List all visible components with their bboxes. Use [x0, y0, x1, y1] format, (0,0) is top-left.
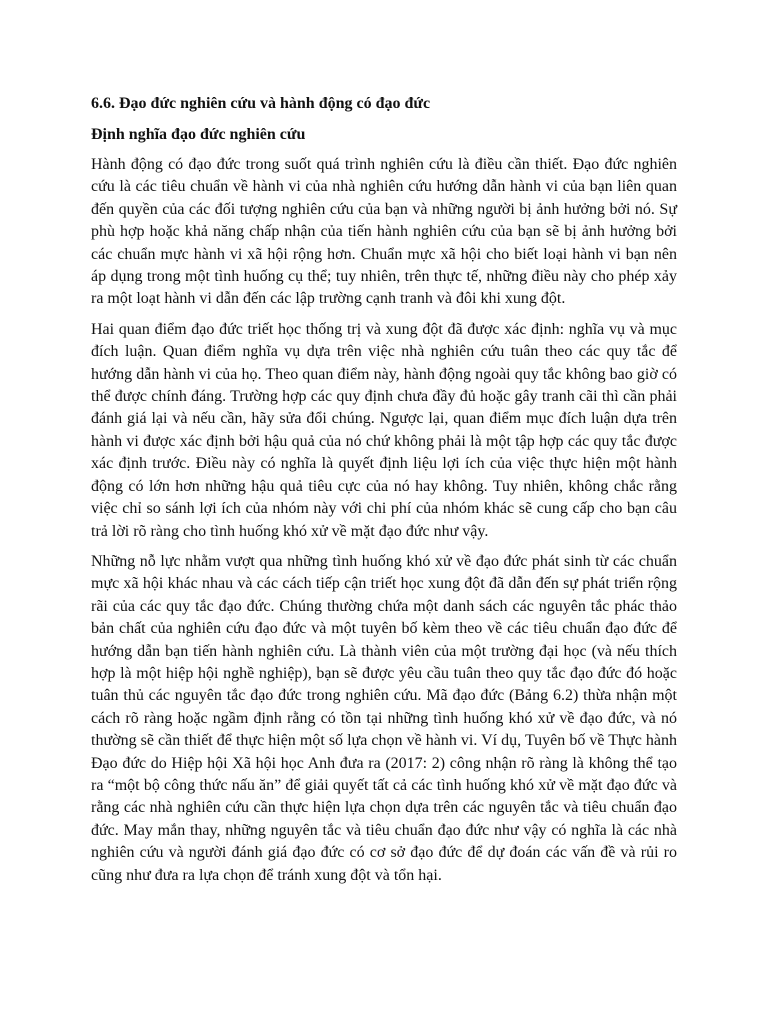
- paragraph-2: Hai quan điểm đạo đức triết học thống trị và xung đột đã được xác định: nghĩa vụ và mục đích luận. Quan điểm nghĩa vụ dựa trên việc nhà nghiên cứu tuân theo các quy tắc để hướng dẫn hành vi của họ. Theo quan điểm này, hành động ngoài quy tắc không bao giờ có thể được chính đáng. Trường hợp các quy định chưa đầy đủ hoặc gây tranh cãi thì cần phải đánh giá lại và nếu cần, hãy sửa đổi chúng. Ngược lại, quan điểm mục đích luận dựa trên hành vi được xác định bởi hậu quả của nó chứ không phải là một tập hợp các quy tắc được xác định trước. Điều này có nghĩa là quyết định liệu lợi ích của việc thực hiện một hành động có lớn hơn những hậu quả tiêu cực của nó hay không. Tuy nhiên, không chắc rằng việc chỉ so sánh lợi ích của nhóm này với chi phí của nhóm khác sẽ cung cấp cho bạn câu trả lời rõ ràng cho tình huống khó xử về mặt đạo đức như vậy.: [91, 320, 677, 540]
- paragraph-1: Hành động có đạo đức trong suốt quá trình nghiên cứu là điều cần thiết. Đạo đức nghiên cứu là các tiêu chuẩn về hành vi của nhà nghiên cứu hướng dẫn hành vi của bạn liên quan đến quyền của các đối tượng nghiên cứu của bạn và những người bị ảnh hưởng bởi nó. Sự phù hợp hoặc khả năng chấp nhận của tiến hành nghiên cứu của bạn sẽ bị ảnh hưởng bởi các chuẩn mực hành vi xã hội rộng hơn. Chuẩn mực xã hội cho biết loại hành vi bạn nên áp dụng trong một tình huống cụ thể; tuy nhiên, trên thực tế, những điều này cho phép xảy ra một loạt hành vi dẫn đến các lập trường cạnh tranh và đôi khi xung đột.: [91, 156, 677, 308]
- subheading: Định nghĩa đạo đức nghiên cứu: [91, 126, 306, 143]
- paragraph-3: Những nỗ lực nhằm vượt qua những tình huống khó xử về đạo đức phát sinh từ các chuẩn mực xã hội khác nhau và các cách tiếp cận triết học xung đột đã dẫn đến sự phát triển rộng rãi của các quy tắc đạo đức. Chúng thường chứa một danh sách các nguyên tắc phác thảo bản chất của nghiên cứu đạo đức và một tuyên bố kèm theo về các tiêu chuẩn đạo đức để hướng dẫn bạn tiến hành nghiên cứu. Là thành viên của một trường đại học (và nếu thích hợp là một hiệp hội nghề nghiệp), bạn sẽ được yêu cầu tuân theo quy tắc đạo đức đó hoặc tuân thủ các nguyên tắc đạo đức trong nghiên cứu. Mã đạo đức (Bảng 6.2) thừa nhận một cách rõ ràng hoặc ngầm định rằng có tồn tại những tình huống khó xử về đạo đức, và nó thường sẽ cần thiết để thực hiện một số lựa chọn về hành vi. Ví dụ, Tuyên bố về Thực hành Đạo đức do Hiệp hội Xã hội học Anh đưa ra (2017: 2) công nhận rõ ràng là không thể tạo ra “một bộ công thức nấu ăn” để giải quyết tất cả các tình huống khó xử về mặt đạo đức và rằng các nhà nghiên cứu cần thực hiện lựa chọn dựa trên các nguyên tắc và tiêu chuẩn đạo đức. May mắn thay, những nguyên tắc và tiêu chuẩn đạo đức như vậy có nghĩa là các nhà nghiên cứu và người đánh giá đạo đức có cơ sở đạo đức để dự đoán các vấn đề và rủi ro cũng như đưa ra lựa chọn để tránh xung đột và tổn hại.: [91, 552, 677, 884]
- section-heading: 6.6. Đạo đức nghiên cứu và hành động có đạo đức: [91, 95, 431, 112]
- document-page: [91, 93, 677, 895]
